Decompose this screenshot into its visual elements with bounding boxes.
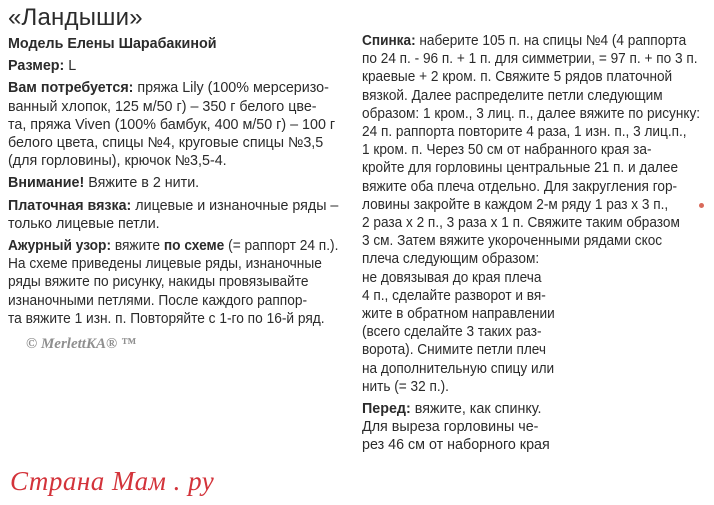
author-line — [8, 35, 338, 53]
garter-line: лицевые и изнаночные ряды – — [131, 197, 339, 214]
back-paragraph — [362, 32, 701, 396]
materials-paragraph — [8, 79, 338, 170]
front-line: вяжите, как спинку. — [410, 401, 542, 418]
back-line: 1 кром. п. Через 50 см от набранного края за- — [362, 142, 652, 159]
back-line: краевые + 2 кром. п. Свяжите 5 рядов платочной — [362, 69, 673, 86]
back-line: вязкой. Далее распределите петли следующим — [362, 87, 663, 104]
garter-label: Платочная вязка: — [8, 197, 132, 214]
author-text: Модель Елены Шарабакиной — [8, 36, 217, 52]
front-line: Для выреза горловины че- — [362, 419, 539, 436]
attention-paragraph — [8, 174, 338, 192]
site-watermark: Страна Мам . ру — [10, 466, 215, 496]
lace-line: ряды вяжите по рисунку, накиды провязывайте — [8, 274, 309, 291]
back-line: ворота). Снимите петли плеч — [362, 342, 547, 359]
materials-label: Вам потребуется: — [8, 80, 134, 97]
lace-line: (= раппорт 24 п.). — [224, 238, 339, 255]
back-line: 2 раза х 2 п., 3 раза х 1 п. Свяжите таким образом — [362, 215, 680, 232]
front-paragraph — [362, 400, 700, 455]
left-column — [8, 4, 340, 353]
materials-line: пряжа Lily (100% мерсеризо- — [133, 80, 329, 97]
back-label: Спинка: — [362, 33, 416, 49]
attention-label: Внимание! — [8, 175, 85, 192]
front-line: рез 46 см от наборного края — [362, 437, 550, 454]
size-value: L — [64, 58, 77, 75]
lace-label: Ажурный узор: — [8, 238, 112, 255]
page-title: «Ландыши» — [8, 4, 143, 31]
materials-line: белого цвета, спицы №4, круговые спицы №3,5 — [8, 135, 324, 152]
garter-paragraph — [8, 197, 337, 233]
red-dot-mark — [699, 203, 704, 208]
lace-paragraph — [8, 237, 339, 328]
materials-line: та, пряжа Viven (100% бамбук, 400 м/50 г) – 100 г — [8, 116, 336, 133]
back-line: по 24 п. - 96 п. + 1 п. для симметрии, = 97 п. + по 3 п. — [362, 51, 698, 68]
attention-text: Вяжите в 2 нити. — [84, 175, 200, 192]
materials-line: (для горловины), крючок №3,5-4. — [8, 153, 227, 170]
back-line: на дополнительную спицу или — [362, 360, 555, 377]
lace-line: На схеме приведены лицевые ряды, изнаночные — [8, 256, 322, 273]
back-line: плеча следующим образом: — [362, 251, 540, 268]
back-line: образом: 1 кром., 3 лиц. п., далее вяжите по рисунку: — [362, 105, 701, 122]
back-line: 3 см. Затем вяжите укороченными рядами скос — [362, 233, 663, 250]
back-line: вяжите оба плеча отдельно. Для закругления гор- — [362, 178, 678, 195]
copyright-watermark: © MerlettKA® ™ — [26, 336, 136, 353]
lace-line: изнаночными петлями. После каждого раппор- — [8, 292, 308, 309]
lace-line: та вяжите 1 изн. п. Повторяйте с 1-го по 16-й ряд. — [8, 310, 325, 327]
back-line: ловины закройте в каждом 2-м ряду 1 раз х 3 п., — [362, 196, 669, 213]
size-label: Размер: — [8, 58, 65, 75]
lace-scheme: по схеме — [163, 238, 225, 255]
back-line: 4 п., сделайте разворот и вя- — [362, 287, 546, 304]
back-line: (всего сделайте 3 таких раз- — [362, 324, 542, 341]
size-line — [8, 57, 338, 75]
lace-text: вяжите — [111, 238, 164, 255]
back-line: жите в обратном направлении — [362, 306, 555, 323]
back-line: не довязывая до края плеча — [362, 269, 542, 286]
back-line: 24 п. раппорта повторите 4 раза, 1 изн. п., 3 лиц.п., — [362, 124, 687, 141]
back-line: кройте для горловины центральные 21 п. и далее — [362, 160, 679, 177]
front-label: Перед: — [362, 401, 411, 418]
right-column — [362, 32, 702, 459]
back-line: нить (= 32 п.). — [362, 378, 449, 395]
garter-line: только лицевые петли. — [8, 215, 160, 232]
materials-line: ванный хлопок, 125 м/50 г) – 350 г белого цве- — [8, 98, 317, 115]
back-line: наберите 105 п. на спицы №4 (4 раппорта — [415, 33, 687, 49]
